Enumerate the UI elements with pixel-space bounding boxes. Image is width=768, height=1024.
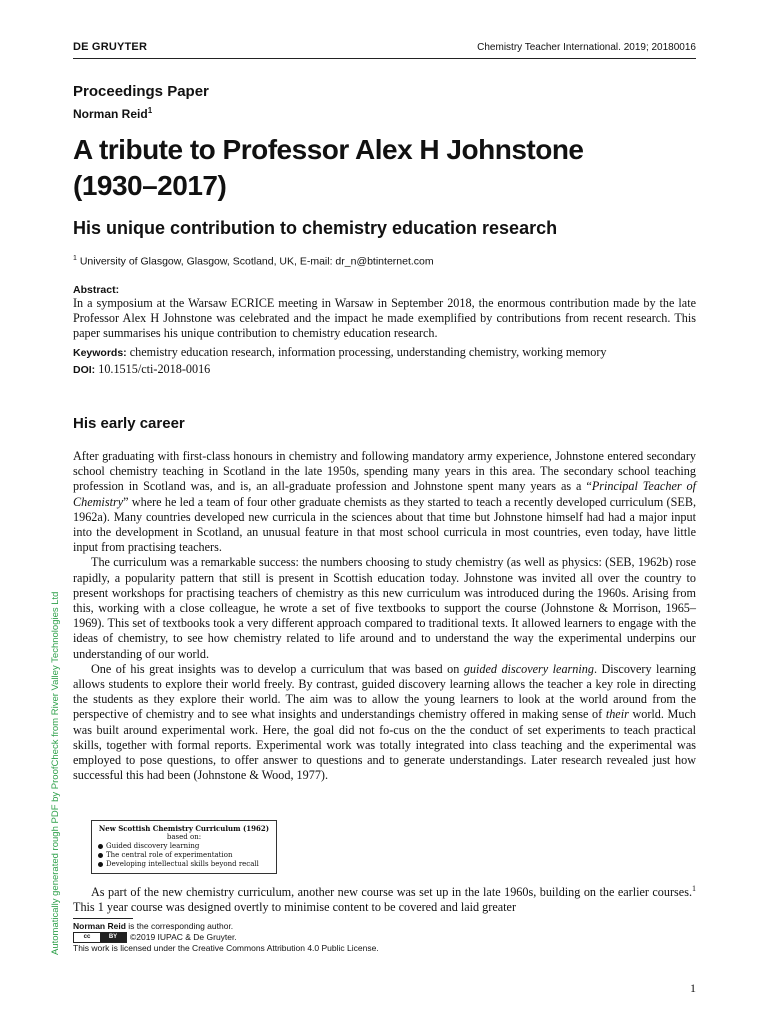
p1-text-a: After graduating with first-class honours in chemistry and following mandatory army experience, Johnstone entered secondary school chemistry teaching in Scotland in the late 1950s, spending many years in this area. The secondary school teaching profession in Scotland was, and is, an all-graduate profession and Johnstone spent many years as a “	[73, 449, 696, 494]
abstract-text: In a symposium at the Warsaw ECRICE meeting in Warsaw in September 2018, the enormous contribution made by the late Professor Alex H Johnstone was celebrated and the impact he made exemplified by contributions from recent research. This paper summarises his unique contribution to chemistry education research.	[73, 296, 696, 341]
body-text	[73, 449, 696, 783]
footnote-ref[interactable]: 1	[692, 884, 696, 893]
publisher-name: DE GRUYTER	[73, 41, 148, 53]
author-name: Norman Reid	[73, 107, 148, 121]
keywords-text: chemistry education research, information processing, understanding chemistry, working memory	[126, 345, 607, 359]
corresponding-author-note	[73, 921, 379, 932]
proof-watermark: Automatically generated rough PDF by ProofCheck from River Valley Technologies Ltd	[50, 591, 61, 955]
paper-type: Proceedings Paper	[73, 83, 209, 100]
paper-title	[73, 132, 693, 204]
bullet-icon	[98, 844, 103, 849]
page-number: 1	[690, 981, 696, 995]
paragraph-4	[73, 881, 696, 915]
author-affil-mark: 1	[147, 106, 153, 115]
author	[73, 106, 152, 121]
keywords	[73, 345, 696, 360]
curriculum-figure-box	[91, 820, 277, 874]
paper-subtitle: His unique contribution to chemistry education research	[73, 218, 558, 238]
copyright-text: ©2019 IUPAC & De Gruyter.	[130, 932, 237, 942]
affil-text: University of Glasgow, Glasgow, Scotland, UK, E-mail: dr_n@btinternet.com	[76, 255, 434, 268]
figure-box-item-text: Guided discovery learning	[106, 842, 200, 850]
cc-right-label: BY	[100, 933, 126, 942]
p4-text-a: As part of the new chemistry curriculum, another new course was set up in the late 1960s, building on the earlier courses.	[91, 885, 692, 900]
abstract-label: Abstract:	[73, 284, 120, 296]
p1-text-b: ” where he led a team of four other graduate chemists as they started to teach a recently developed curriculum (SEB, 1962a). Many countries developed new curricula in the sciences about that time but Johnstone himself had had a major input into the development in Scotland, an unusual feature in that most school curricula in most countries, even today, have little input from practising teachers.	[73, 494, 696, 555]
figure-box-item	[96, 860, 272, 869]
body-text-continued	[73, 881, 696, 915]
figure-box-item-text: The central role of experimentation	[106, 851, 233, 859]
paragraph-2: The curriculum was a remarkable success: the numbers choosing to study chemistry (as well as physics: (SEB, 1962b) rose rapidly, a popularity pattern that still is present in Scottish education today. Johnstone was invited all over the country to present workshops for practising teachers of chemistry as this new curriculum was introduced during the 1960s. Arising from this, working with a close colleague, he wrote a set of five textbooks to support the course (Johnstone & Morrison, 1965–1969). This set of textbooks took a very different approach compared to traditional texts. It allowed learners to engage with the ideas of chemistry, to see how chemistry related to life around and to understand the way the experimental underpins our understanding of our world.	[73, 555, 696, 661]
footnote-author-rest: is the corresponding author.	[125, 921, 234, 931]
p3-italic-1: guided discovery learning	[463, 661, 594, 676]
figure-box-item-text: Developing intellectual skills beyond recall	[106, 860, 259, 868]
p3-text-b: . Discovery learning allows students to explore their world freely. By contrast, guided discovery learning allows the teacher a key role in directing the students as they explore their world. The aim was to allow the young learners to look at the world around from the perspective of chemistry and to see what insights and understandings chemistry offered in making sense of	[73, 661, 696, 722]
figure-box-item	[96, 851, 272, 860]
p3-text-c: world. Much was built around experimental work. Here, the goal did not fo-cus on the the conduct of set experiments to teach practical skills, together with formal reports. Experimental work was totally integrated into class teaching and the experimental was employed to pose questions, to offer answer to questions and to generate understandings. Later research revealed just how successful this had been (Johnstone & Wood, 1977).	[73, 707, 696, 783]
footnote-divider	[73, 918, 133, 919]
figure-box-list	[96, 842, 272, 869]
keywords-label: Keywords:	[73, 347, 127, 359]
footnote-author: Norman Reid	[73, 921, 126, 931]
figure-box-item	[96, 842, 272, 851]
title-line-1: A tribute to Professor Alex H Johnstone	[73, 134, 584, 165]
p3-italic-2: their	[605, 707, 629, 722]
bullet-icon	[98, 862, 103, 867]
license-row	[73, 932, 379, 943]
affil-mark: 1	[73, 255, 77, 262]
p3-text-a: One of his great insights was to develop a curriculum that was based on	[91, 661, 464, 676]
figure-box-subtitle: based on:	[166, 833, 202, 841]
bullet-icon	[98, 853, 103, 858]
title-line-2: (1930–2017)	[73, 170, 227, 201]
section-heading: His early career	[73, 415, 185, 432]
doi-text[interactable]: 10.1515/cti-2018-0016	[95, 362, 211, 376]
p1-italic: Principal Teacher of Chemistry	[73, 479, 696, 509]
doi-label: DOI:	[73, 364, 96, 376]
running-header	[73, 40, 696, 59]
p4-text-b: This 1 year course was designed overtly to minimise content to be covered and laid greater	[73, 900, 517, 915]
figure-box-title: New Scottish Chemistry Curriculum (1962)	[98, 824, 270, 833]
license-text: This work is licensed under the Creative Commons Attribution 4.0 Public License.	[73, 943, 379, 953]
footnote	[73, 921, 379, 954]
cc-by-icon[interactable]	[73, 932, 127, 943]
paragraph-3	[73, 662, 696, 784]
doi	[73, 362, 210, 377]
cc-left-label: cc	[74, 933, 100, 942]
journal-citation: Chemistry Teacher International. 2019; 20180016	[477, 42, 696, 53]
affiliation	[73, 255, 434, 268]
paragraph-1	[73, 449, 696, 555]
